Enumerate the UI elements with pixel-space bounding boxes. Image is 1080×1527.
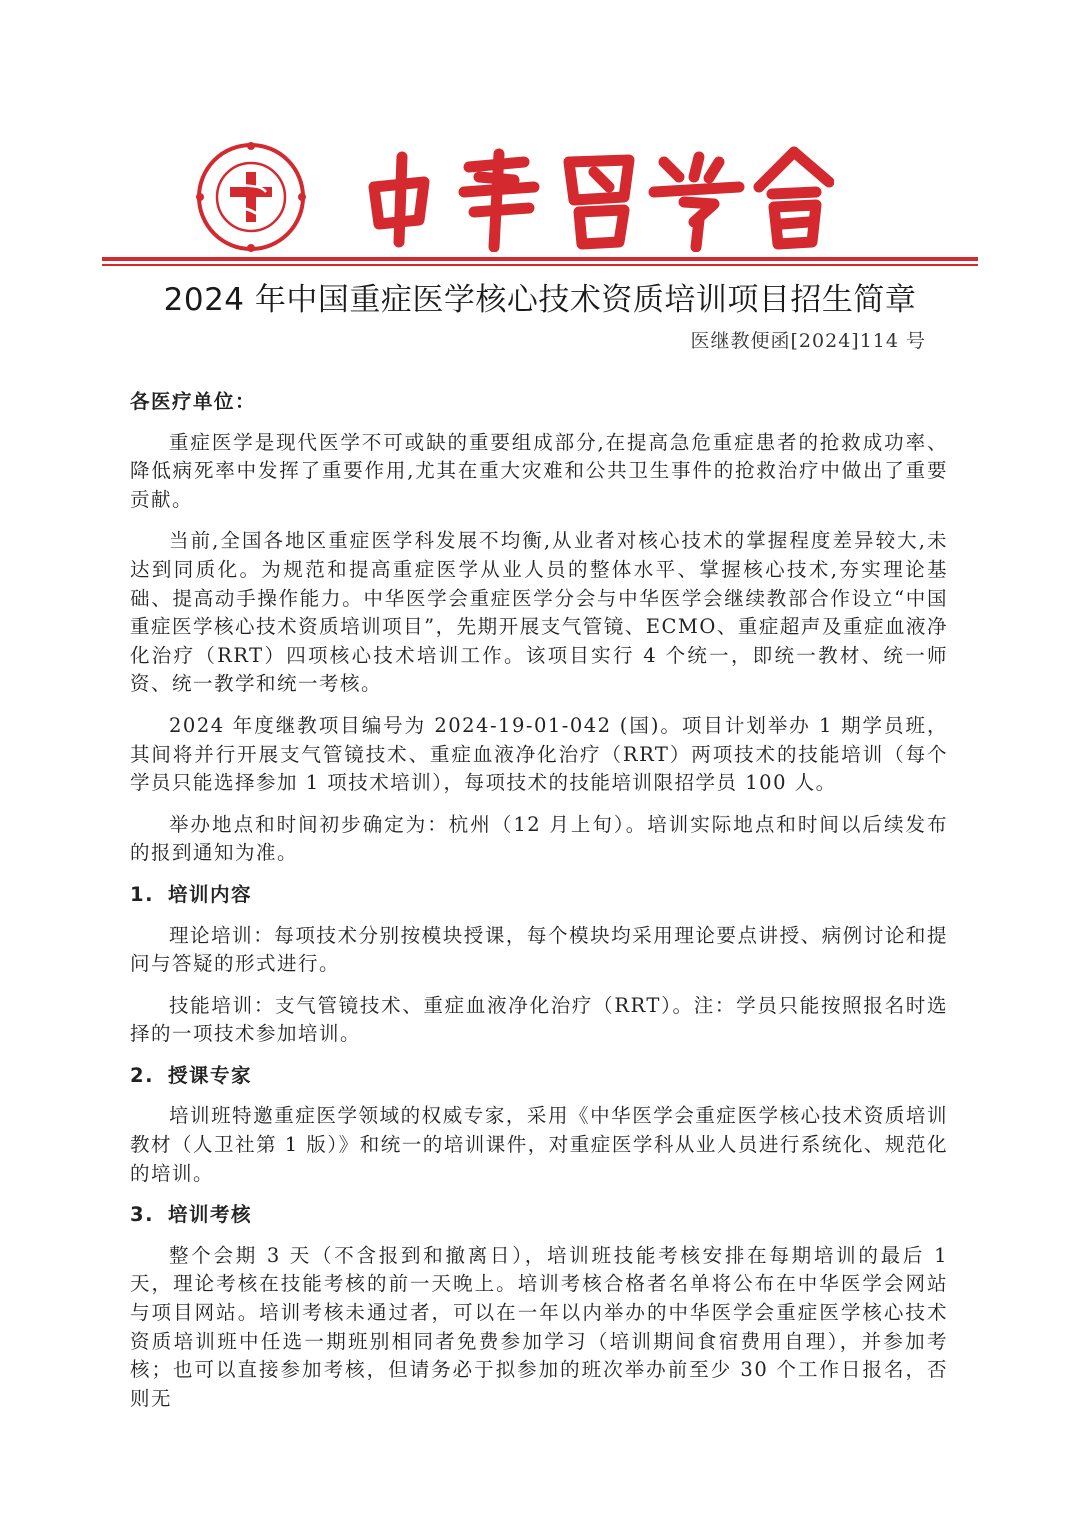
document-number: 医继教便函[2024]114 号 xyxy=(690,330,926,352)
letterhead-rule-thick xyxy=(102,257,978,261)
section-number: 2. xyxy=(130,1063,154,1087)
paragraph-experts: 培训班特邀重症医学领域的权威专家，采用《中华医学会重症医学核心技术资质培训教材（人卫社第 1 版）》和统一的培训课件，对重症医学科从业人员进行系统化、规范化的培训。 xyxy=(130,1104,948,1185)
paragraph-project-info: 2024 年度继教项目编号为 2024-19-01-042 (国)。项目计划举办 1 期学员班，其间将并行开展支气管镜技术、重症血液净化治疗（RRT）两项技术的技能培训（每个学员只能选择参加 1 项技术培训），每项技术的技能培训限招学员 100 人。 xyxy=(130,713,948,795)
paragraph-assessment: 整个会期 3 天（不含报到和撤离日），培训班技能考核安排在每期培训的最后 1 天，理论考核在技能考核的前一天晚上。培训考核合格者名单将公布在中华医学会网站与项目网站。培训考核未通过者，可以在一年以内举办的中华医学会重症医学核心技术资质培训班中任选一期班别相同者免费参加学习（培训期间食宿费用自理），并参加考核；也可以直接参加考核，但请务必于拟参加的班次举办前至少 30 个工作日报名，否则无 xyxy=(130,1243,948,1410)
letterhead-rule-thin xyxy=(102,264,978,266)
section-heading xyxy=(130,1201,948,1230)
document-title: 2024 年中国重症医学核心技术资质培训项目招生简章 xyxy=(163,282,917,318)
salutation: 各医疗单位： xyxy=(130,390,257,413)
paragraph-background: 当前,全国各地区重症医学科发展不均衡,从业者对核心技术的掌握程度差异较大,未达到同质化。为规范和提高重症医学从业人员的整体水平、掌握核心技术,夯实理论基础、提高动手操作能力。中华医学会重症医学分会与中华医学会继续教部合作设立“中国重症医学核心技术资质培训项目”，先期开展支气管镜、ECMO、重症超声及重症血液净化治疗（RRT）四项核心技术培训工作。该项目实行 4 个统一，即统一教材、统一师资、统一教学和统一考核。 xyxy=(130,529,948,696)
section-heading xyxy=(130,1062,948,1091)
document-body xyxy=(130,388,948,1426)
section-title: 培训内容 xyxy=(168,882,253,906)
section-title: 授课专家 xyxy=(168,1063,253,1087)
paragraph-location-time: 举办地点和时间初步确定为：杭州（12 月上旬）。培训实际地点和时间以后续发布的报到通知为准。 xyxy=(130,812,948,865)
paragraph-intro: 重症医学是现代医学不可或缺的重要组成部分,在提高急危重症患者的抢救成功率、降低病死率中发挥了重要作用,尤其在重大灾难和公共卫生事件的抢救治疗中做出了重要贡献。 xyxy=(130,430,948,511)
section-heading xyxy=(130,881,948,910)
chinese-medical-association-calligraphy-logo xyxy=(354,142,834,252)
section-number: 3. xyxy=(130,1203,154,1227)
letterhead xyxy=(106,134,978,254)
section-number: 1. xyxy=(130,882,154,906)
paragraph-theory-training: 理论培训：每项技术分别按模块授课，每个模块均采用理论要点讲授、病例讨论和提问与答疑的形式进行。 xyxy=(130,923,948,976)
section-title: 培训考核 xyxy=(168,1203,253,1227)
paragraph-skill-training: 技能培训：支气管镜技术、重症血液净化治疗（RRT）。注：学员只能按照报名时选择的一项技术参加培训。 xyxy=(130,993,948,1046)
chinese-medical-association-seal-icon xyxy=(196,142,306,252)
